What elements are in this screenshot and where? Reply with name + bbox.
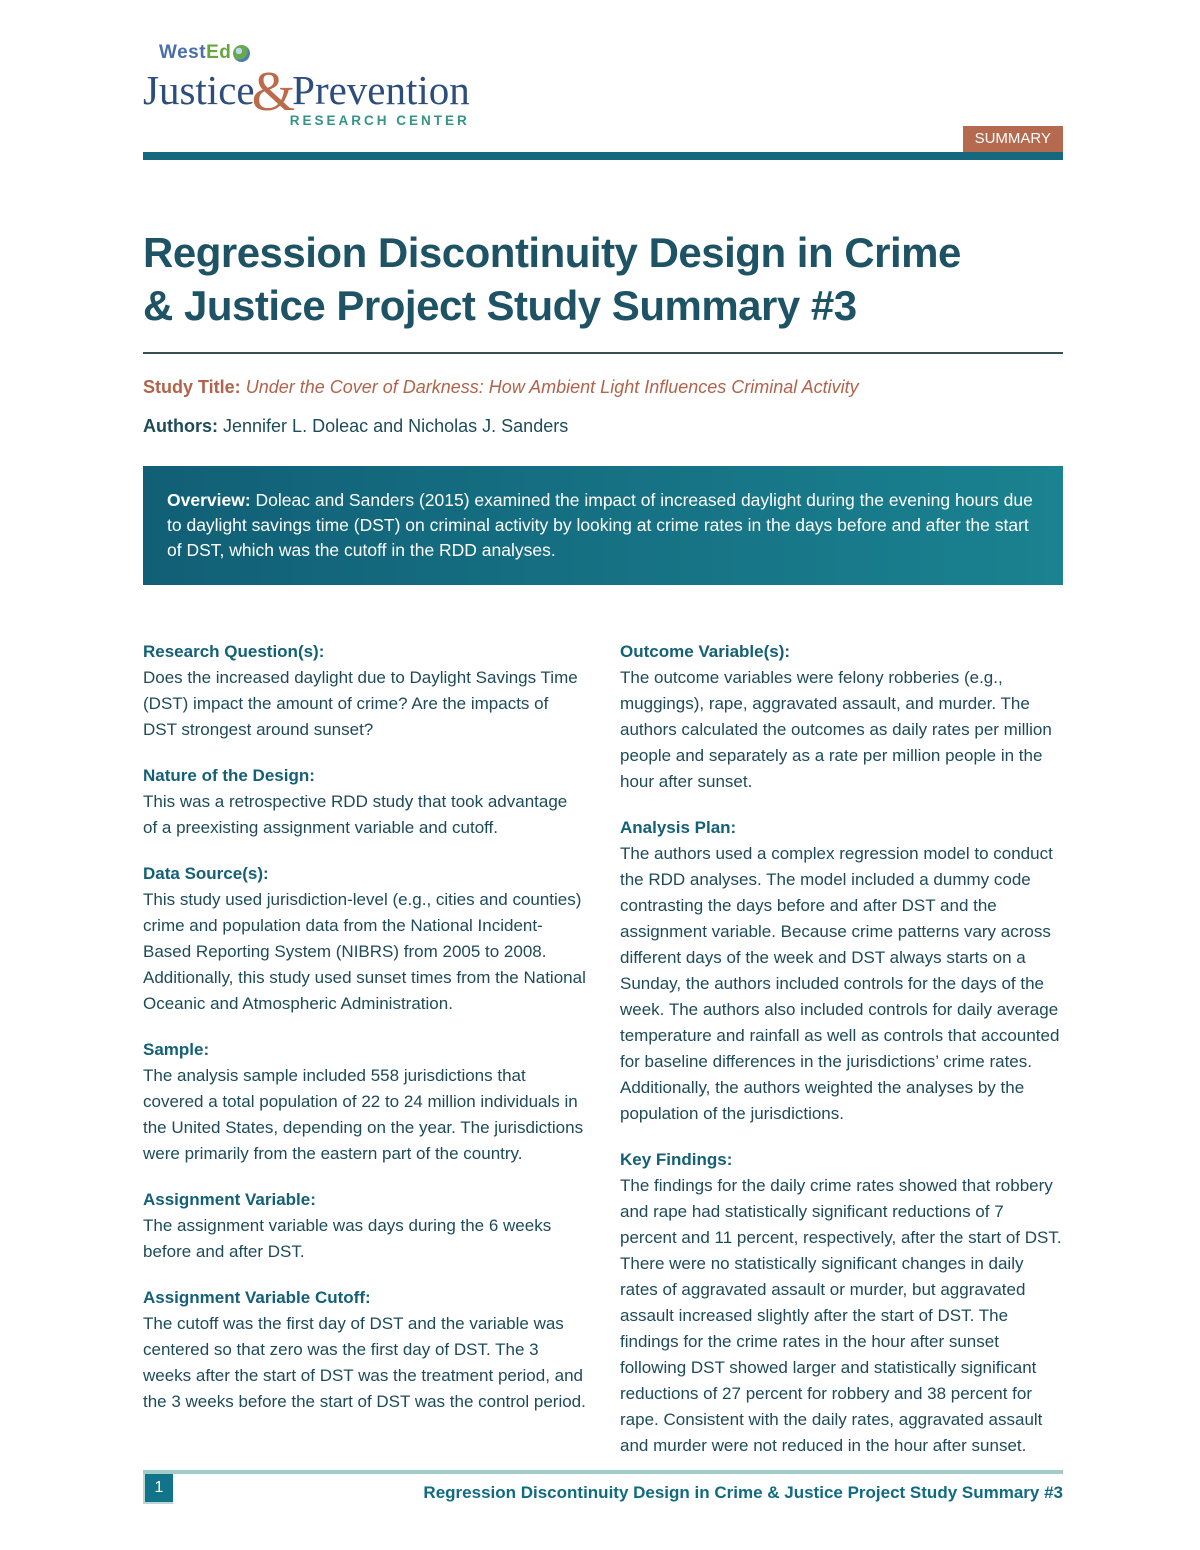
logo-prevention-text: Prevention xyxy=(292,67,470,113)
logo-research-center-text: RESEARCH CENTER xyxy=(289,113,470,128)
section-heading: Assignment Variable Cutoff: xyxy=(143,1288,371,1307)
section-body: This was a retrospective RDD study that took advantage of a preexisting assignment variable and cutoff. xyxy=(143,792,568,837)
wested-ed-text: Ed xyxy=(206,42,232,63)
two-column-body xyxy=(143,639,1063,1459)
summary-badge: SUMMARY xyxy=(963,126,1063,152)
section-body: The outcome variables were felony robberies (e.g., muggings), rape, aggravated assault, and murder. The authors calculated the outcomes as daily rates per million people and separately as a rate per million people in the hour after sunset. xyxy=(620,668,1052,791)
section-data-sources xyxy=(143,861,586,1017)
section-research-questions xyxy=(143,639,586,743)
section-heading: Data Source(s): xyxy=(143,864,269,883)
section-heading: Key Findings: xyxy=(620,1150,733,1169)
section-heading: Nature of the Design: xyxy=(143,766,315,785)
section-body: Does the increased daylight due to Daylight Savings Time (DST) impact the amount of crime? Are the impacts of DST strongest around sunset? xyxy=(143,668,578,739)
section-heading: Sample: xyxy=(143,1040,210,1059)
section-assignment-variable-cutoff xyxy=(143,1285,586,1415)
study-title-value: Under the Cover of Darkness: How Ambient Light Influences Criminal Activity xyxy=(245,377,859,397)
section-sample xyxy=(143,1037,586,1167)
left-column xyxy=(143,639,586,1459)
logo-ampersand: & xyxy=(251,61,296,123)
wested-wordmark xyxy=(159,42,470,64)
right-column xyxy=(620,639,1063,1459)
study-title-label: Study Title: xyxy=(143,377,241,397)
section-heading: Assignment Variable: xyxy=(143,1190,316,1209)
section-body: The findings for the daily crime rates showed that robbery and rape had statistically significant reductions of 7 percent and 11 percent, respectively, after the start of DST. There were no statistically significant changes in daily rates of aggravated assault or murder, but aggravated assault increased slightly after the start of DST. The findings for the crime rates in the hour after sunset following DST showed larger and statistically significant reductions of 27 percent for robbery and 38 percent for rape. Consistent with the daily rates, aggravated assault and murder were not reduced in the hour after sunset. xyxy=(620,1176,1062,1455)
logo-justice-text: Justice xyxy=(143,67,255,113)
section-heading: Research Question(s): xyxy=(143,642,325,661)
footer-running-title: Regression Discontinuity Design in Crime & Justice Project Study Summary #3 xyxy=(423,1483,1063,1502)
section-nature-of-design xyxy=(143,763,586,841)
page-title-line2: & Justice Project Study Summary #3 xyxy=(143,282,857,329)
section-heading: Outcome Variable(s): xyxy=(620,642,791,661)
section-key-findings xyxy=(620,1147,1063,1459)
overview-box xyxy=(143,466,1063,585)
wested-west-text: West xyxy=(159,42,207,63)
section-body: This study used jurisdiction-level (e.g., cities and counties) crime and population data from the National Incident-Based Reporting System (NIBRS) from 2005 to 2008. Additionally, this study used sunset times from the National Oceanic and Atmospheric Administration. xyxy=(143,890,586,1013)
page-title xyxy=(143,226,1063,332)
section-outcome-variables xyxy=(620,639,1063,795)
section-heading: Analysis Plan: xyxy=(620,818,737,837)
wested-justice-prevention-logo xyxy=(143,42,470,130)
overview-text: Doleac and Sanders (2015) examined the impact of increased daylight during the evening hours due to daylight savings time (DST) on criminal activity by looking at crime rates in the days before and after the start of DST, which was the cutoff in the RDD analyses. xyxy=(167,490,1033,560)
authors-value: Jennifer L. Doleac and Nicholas J. Sanders xyxy=(223,416,569,436)
authors-line xyxy=(143,415,1063,438)
section-body: The assignment variable was days during the 6 weeks before and after DST. xyxy=(143,1216,552,1261)
authors-label: Authors: xyxy=(143,416,218,436)
page-title-line1: Regression Discontinuity Design in Crime xyxy=(143,229,961,276)
section-body: The cutoff was the first day of DST and the variable was centered so that zero was the first day of DST. The 3 weeks after the start of DST was the treatment period, and the 3 weeks before the start of DST was the control period. xyxy=(143,1314,586,1411)
globe-icon xyxy=(233,45,250,62)
page-footer xyxy=(143,1470,1063,1503)
section-assignment-variable xyxy=(143,1187,586,1265)
overview-label: Overview: xyxy=(167,490,251,510)
study-title-line xyxy=(143,376,1063,399)
section-body: The authors used a complex regression model to conduct the RDD analyses. The model included a dummy code contrasting the days before and after DST and the assignment variable. Because crime patterns vary across different days of the week and DST always starts on a Sunday, the authors included controls for the days of the week. The authors also included controls for daily average temperature and rainfall as well as controls that accounted for baseline differences in the jurisdictions’ crime rates. Additionally, the authors weighted the analyses by the population of the jurisdictions. xyxy=(620,844,1060,1123)
title-divider xyxy=(143,352,1063,354)
section-body: The analysis sample included 558 jurisdictions that covered a total population of 22 to 24 million individuals in the United States, depending on the year. The jurisdictions were primarily from the eastern part of the country. xyxy=(143,1066,584,1163)
section-analysis-plan xyxy=(620,815,1063,1127)
page-number-badge: 1 xyxy=(143,1474,173,1504)
header-divider xyxy=(143,152,1063,160)
page-header xyxy=(143,0,1063,160)
